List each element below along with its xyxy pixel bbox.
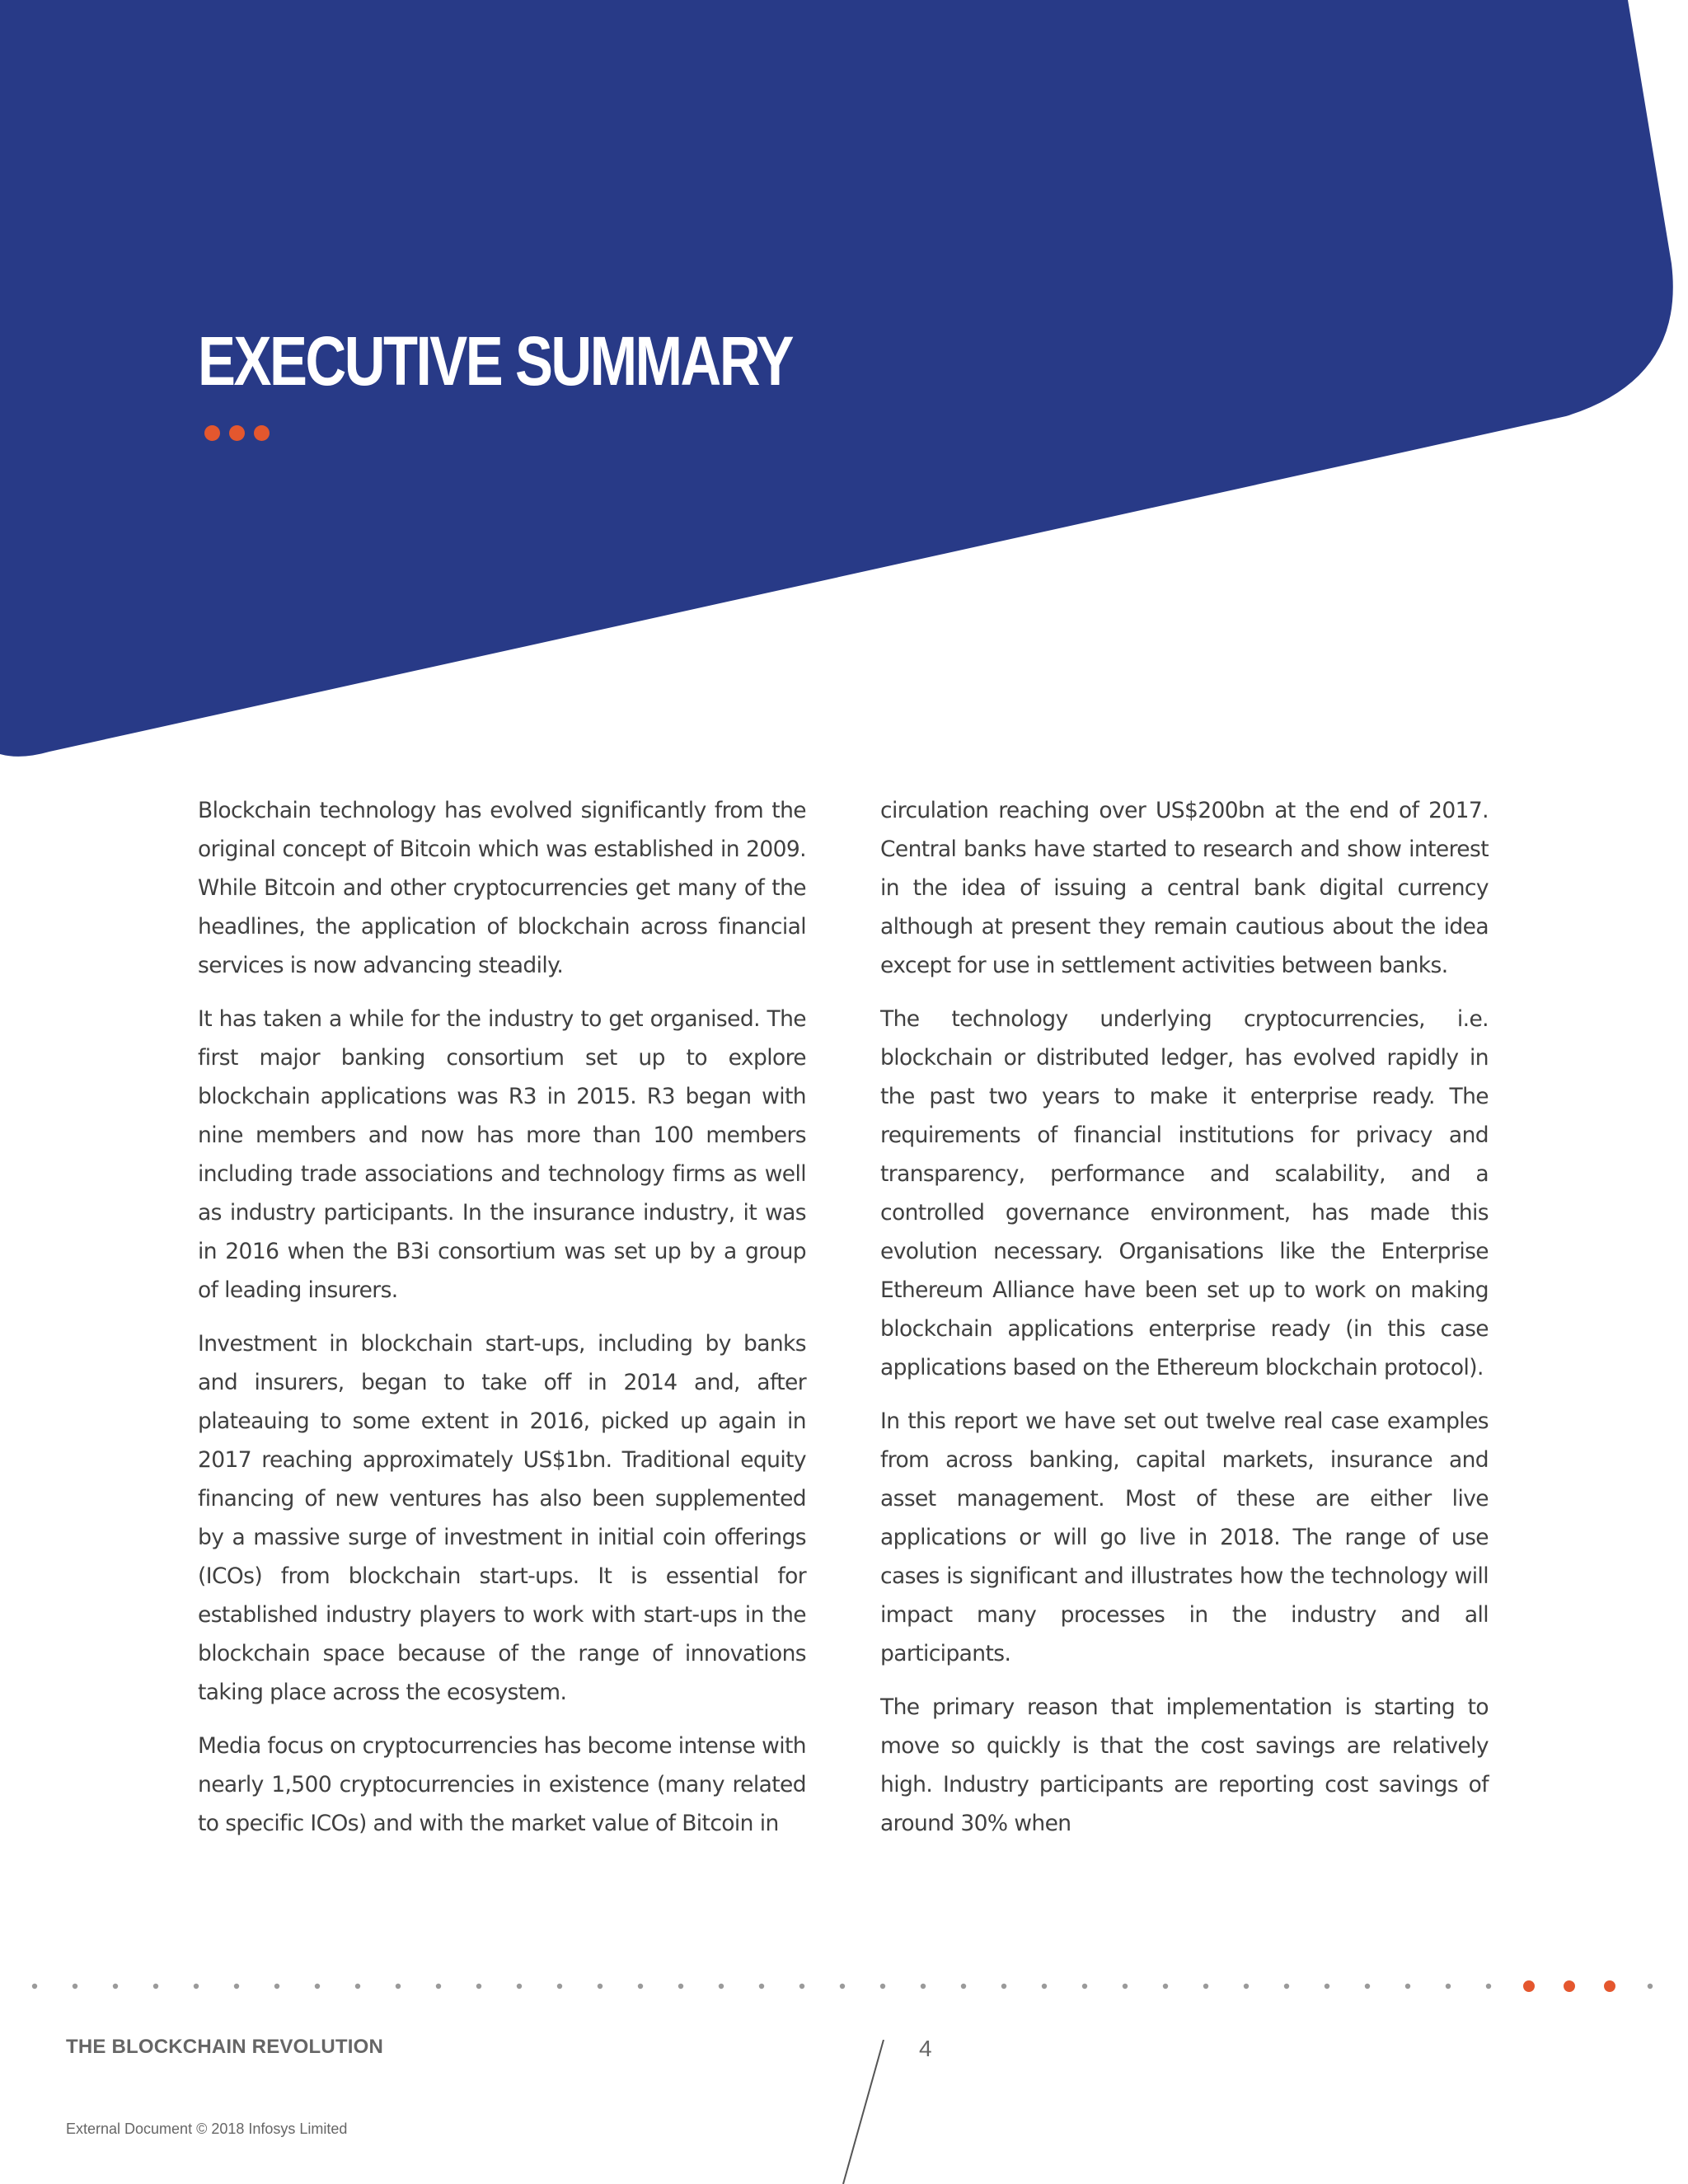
separator-dot	[153, 1984, 158, 1989]
footer-divider-line	[837, 2040, 886, 2184]
right-column	[880, 791, 1489, 1858]
accent-dot	[1523, 1980, 1535, 1992]
paragraph: The technology underlying cryptocurrencies, i.e. blockchain or distributed ledger, has evolved rapidly in the past two years to make it enterprise ready. The requirements of financial institutions for privacy and transparency, performance and scalability, and a controlled governance environment, has made this evolution necessary. Organisations like the Enterprise Ethereum Alliance have been set up to work on making blockchain applications enterprise ready (in this case applications based on the Ethereum blockchain protocol).	[880, 1006, 1489, 1380]
paragraph: Blockchain technology has evolved significantly from the original concept of Bitcoin which was established in 2009. While Bitcoin and other cryptocurrencies get many of the headlines, the application of blockchain across financial services is now advancing steadily.	[198, 798, 806, 978]
separator-dot	[638, 1984, 643, 1989]
paragraph: Investment in blockchain start-ups, including by banks and insurers, began to take off in 2014 and, after plateauing to some extent in 2016, picked up again in 2017 reaching approximately US$1bn. Traditional equity financing of new ventures has also been supplemented by a massive surge of investment in initial coin offerings (ICOs) from blockchain start-ups. It is essential for established industry players to work with start-ups in the blockchain space because of the range of innovations taking place across the ecosystem.	[198, 1331, 806, 1705]
page-number: 4	[919, 2036, 932, 2061]
separator-dot	[315, 1984, 320, 1989]
separator-dot	[234, 1984, 239, 1989]
separator-dot	[1203, 1984, 1208, 1989]
page-title: EXECUTIVE SUMMARY	[198, 322, 793, 400]
paragraph: Media focus on cryptocurrencies has become intense with nearly 1,500 cryptocurrencies in existence (many related to specific ICOs) and with the market value of Bitcoin in	[198, 1733, 806, 1836]
separator-dot	[1042, 1984, 1047, 1989]
separator-dot	[1648, 1984, 1653, 1989]
separator-dot	[355, 1984, 360, 1989]
separator-dot	[1244, 1984, 1249, 1989]
separator-dot	[113, 1984, 118, 1989]
separator-dot	[1446, 1984, 1451, 1989]
separator-dot	[1486, 1984, 1491, 1989]
footer-dots-decoration	[0, 1974, 1688, 1999]
separator-dot	[799, 1984, 804, 1989]
separator-dot	[598, 1984, 603, 1989]
separator-dot	[436, 1984, 441, 1989]
accent-dot	[1564, 1980, 1575, 1992]
paragraph: It has taken a while for the industry to get organised. The first major banking consortium set up to explore blockchain applications was R3 in 2015. R3 began with nine members and now has more than 100 members including trade associations and technology firms as well as industry participants. In the insurance industry, it was in 2016 when the B3i consortium was set up by a group of leading insurers.	[198, 1006, 806, 1303]
separator-dot	[73, 1984, 77, 1989]
accent-dot	[1604, 1980, 1615, 1992]
separator-dot	[1284, 1984, 1289, 1989]
paragraph: circulation reaching over US$200bn at the end of 2017. Central banks have started to research and show interest in the idea of issuing a central bank digital currency although at present they remain cautious about the idea except for use in settlement activities between banks.	[880, 798, 1489, 978]
separator-dot	[880, 1984, 885, 1989]
paragraph: The primary reason that implementation is starting to move so quickly is that the cost savings are relatively high. Industry participants are reporting cost savings of around 30% when	[880, 1694, 1489, 1836]
separator-dot	[1405, 1984, 1410, 1989]
separator-dot	[961, 1984, 966, 1989]
accent-dot	[204, 425, 220, 441]
separator-dot	[194, 1984, 199, 1989]
separator-dot	[921, 1984, 926, 1989]
separator-dot	[1001, 1984, 1006, 1989]
body-columns	[198, 791, 1489, 1858]
accent-dot	[229, 425, 245, 441]
separator-dot	[32, 1984, 37, 1989]
separator-dot	[840, 1984, 845, 1989]
separator-dot	[719, 1984, 724, 1989]
separator-dot	[274, 1984, 279, 1989]
separator-dot	[759, 1984, 764, 1989]
separator-dot	[1325, 1984, 1329, 1989]
separator-dot	[396, 1984, 401, 1989]
separator-dot	[476, 1984, 481, 1989]
separator-dot	[1123, 1984, 1128, 1989]
paragraph: In this report we have set out twelve real case examples from across banking, capital markets, insurance and asset management. Most of these are either live applications or will go live in 2018. The range of use cases is significant and illustrates how the technology will impact many processes in the industry and all participants.	[880, 1408, 1489, 1666]
footer-title: THE BLOCKCHAIN REVOLUTION	[66, 2036, 383, 2058]
copyright-text: External Document © 2018 Infosys Limited	[66, 2121, 348, 2137]
separator-dot	[557, 1984, 562, 1989]
separator-dot	[517, 1984, 522, 1989]
separator-dot	[678, 1984, 683, 1989]
title-dots-decoration	[204, 425, 270, 443]
left-column	[198, 791, 806, 1858]
separator-dot	[1365, 1984, 1370, 1989]
separator-dot	[1082, 1984, 1087, 1989]
accent-dot	[254, 425, 270, 441]
separator-dot	[1163, 1984, 1168, 1989]
